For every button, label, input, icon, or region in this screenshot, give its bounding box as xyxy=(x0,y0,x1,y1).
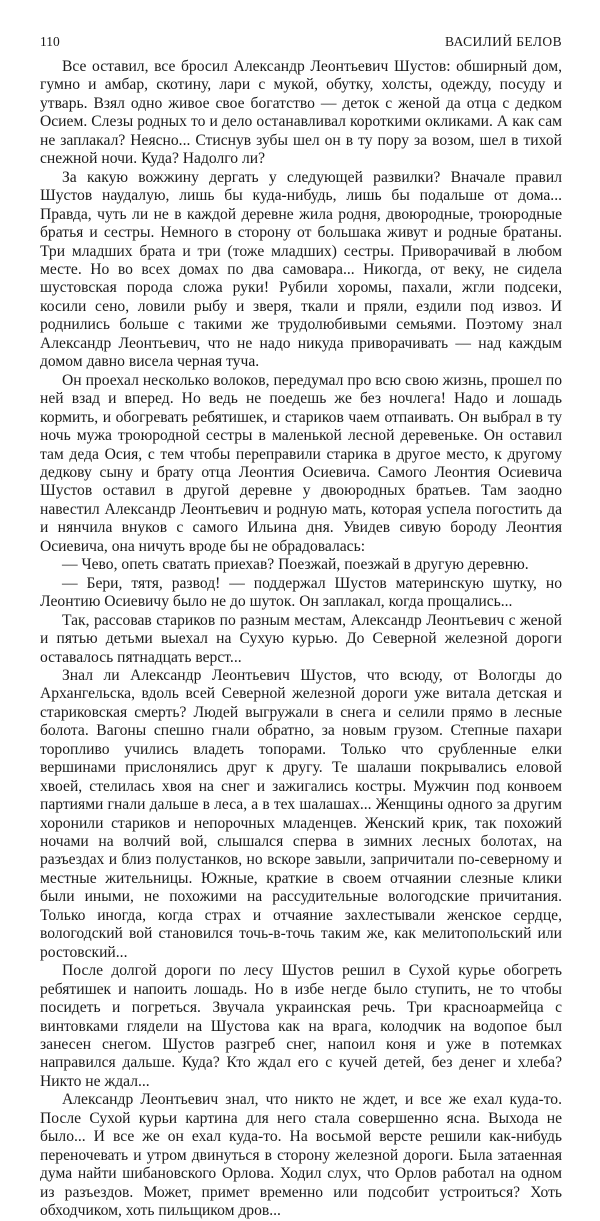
dialogue-line: — Бери, тятя, развод! — поддержал Шустов материнскую шутку, но Леонтию Осиевичу было не до шуток. Он заплакал, когда прощались... xyxy=(40,574,562,611)
paragraph: За какую вожжину дергать у следующей развилки? Вначале правил Шустов наудалую, лишь бы куда-нибудь, лишь бы подальше от дома... Правда, чуть ли не в каждой деревне жила родня, двоюродные, троюродные братья и сестры. Немного в сторону от большака живут и родные братаны. Три младших брата и три (тоже младших) сестры. Приворачивай в любом месте. Но во всех домах по два самовара... Никогда, от веку, не сидела шустовская порода сложа руки! Рубили хоромы, пахали, жгли подсеки, косили сено, ловили рыбу и зверя, ткали и пряли, ездили под извоз. И роднились больше с такими же трудолюбивыми семьями. Поэтому знал Александр Леонтьевич, что не надо никуда приворачивать — над каждым домом давно висела черная туча. xyxy=(40,168,562,371)
paragraph: Александр Леонтьевич знал, что никто не ждет, и все же ехал куда-то. После Сухой курьи картина для него стала совершенно ясна. Выхода не было... И все же он ехал куда-то. На восьмой версте решили как-нибудь переночевать и утром двинуться в сторону железной дороги. Была затаенная дума найти шибановского Орлова. Ходил слух, что Орлов работал на одном из разъездов. Может, примет временно или подсобит устроиться? Хоть обходчиком, хоть пильщиком дров... xyxy=(40,1091,562,1220)
paragraph: Знал ли Александр Леонтьевич Шустов, что всюду, от Вологды до Архангельска, вдоль всей Северной железной дороги уже витала детская и стариковская смерть? Людей выгружали в снега и селили прямо в лесные болота. Вагоны спешно гнали обратно, за новым грузом. Степные пахари торопливо учились владеть топорами. Только что срубленные елки вершинами прислонялись друг к другу. Те шалаши покрывались еловой хвоей, стелилась хвоя на снег и зажигались костры. Мужчин под конвоем партиями гнали дальше в леса, а в тех шалашах... Женщины одного за другим хоронили стариков и непорочных младенцев. Женский крик, так похожий ночами на волчий вой, слышался сперва в зимних лесных болотах, на разъездах и близ полустанков, но вскоре завыли, запричитали по-северному и местные жительницы. Южные, краткие в своем отчаянии слезные клики были иными, не похожими на рассудительные вологодские причитания. Только иногда, когда страх и отчаяние захлестывали женское сердце, вологодский вой становился точь-в-точь таким же, как мелитопольский или ростовский... xyxy=(40,666,562,961)
paragraph: Все оставил, все бросил Александр Леонтьевич Шустов: обширный дом, гумно и амбар, скотину, лари с мукой, обутку, холсты, одежду, посуду и утварь. Взял одно живое свое богатство — деток с женой да отца с дедком Осием. Слезы родных то и дело останавливал короткими окликами. А как сам не заплакал? Неясно... Стиснув зубы шел он в ту пору за возом, шел в тихой снежной ночи. Куда? Надолго ли? xyxy=(40,58,562,168)
paragraph: Он проехал несколько волоков, передумал про всю свою жизнь, прошел по ней взад и вперед. Но ведь не поедешь же без ночлега! Надо и лошадь кормить, и обогревать ребятишек, и стариков чаем отпаивать. Он выбрал в ту ночь мужа троюродной сестры в маленькой лесной деревеньке. Он оставил там деда Осия, с тем чтобы переправили старика в другое место, к другому дедкову сыну и брату отца Леонтия Осиевича. Самого Леонтия Осиевича Шустов оставил в другой деревне у двоюродных братьев. Там заодно навестил Александр Леонтьевич и родную мать, которая успела погостить да и нянчила внуков с самого Ильина дня. Увидев сивую бороду Леонтия Осиевича, она ничуть вроде бы не обрадовалась: xyxy=(40,371,562,555)
paragraph: После долгой дороги по лесу Шустов решил в Сухой курье обогреть ребятишек и напоить лошадь. Но в избе негде было ступить, не то чтобы посидеть и погреться. Звучала украинская речь. Три красноармейца с винтовками глядели на Шустова как на врага, колодчик на водопое был занесен снегом. Шустов разгреб снег, напоил коня и уже в потемках направился дальше. Куда? Кто ждал его с кучей детей, без денег и хлеба? Никто не ждал... xyxy=(40,962,562,1090)
running-header xyxy=(40,34,562,50)
body-text xyxy=(40,58,562,1221)
author-name: ВАСИЛИЙ БЕЛОВ xyxy=(445,34,562,49)
dialogue-line: — Чево, опеть сватать приехав? Поезжай, поезжай в другую деревню. xyxy=(62,556,529,574)
paragraph: Так, рассовав стариков по разным местам, Александр Леонтьевич с женой и пятью детьми выехал на Сухую курью. До Северной железной дороги оставалось пятнадцать верст... xyxy=(40,611,562,666)
page-number: 110 xyxy=(40,34,60,49)
